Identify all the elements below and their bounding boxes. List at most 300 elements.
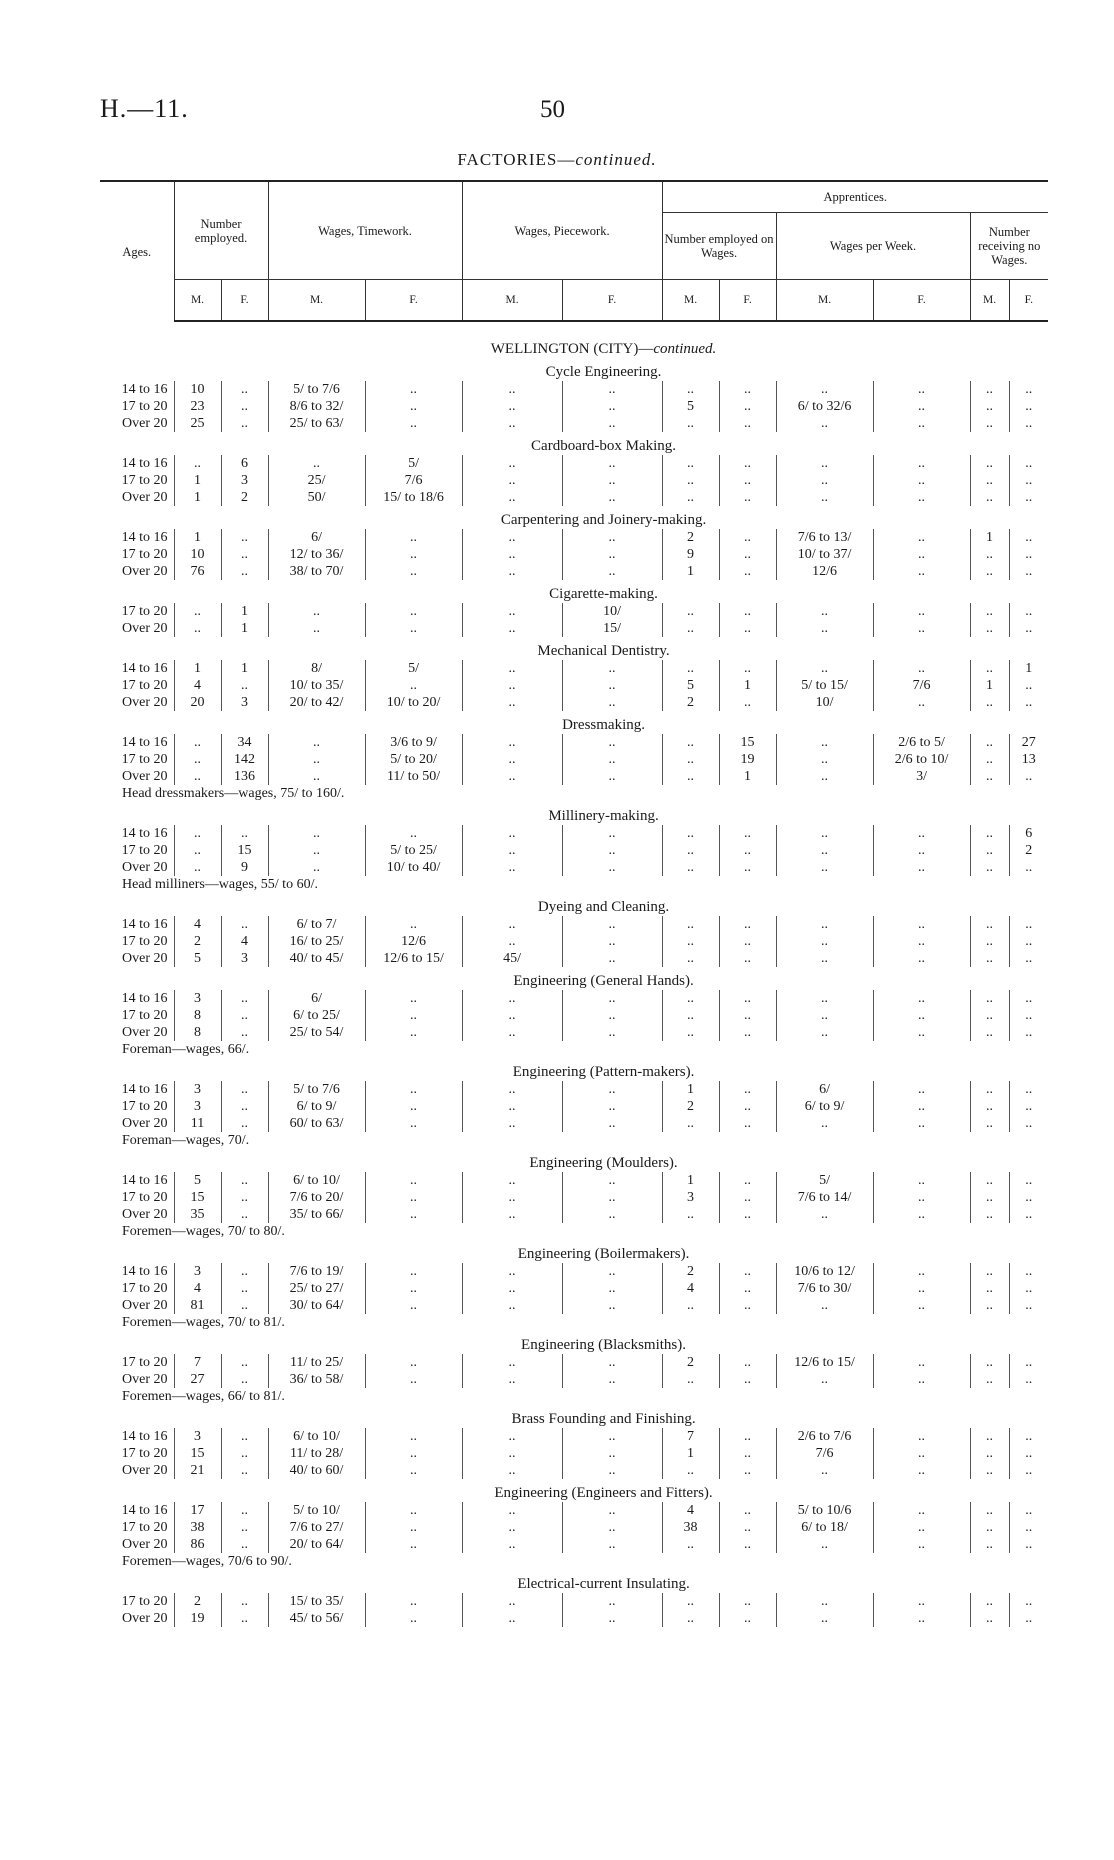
- cell-piecework-m: ..: [462, 1519, 562, 1536]
- cell-timework-f: ..: [365, 990, 462, 1007]
- cell-apprentice-number-m: 7: [662, 1428, 719, 1445]
- cell-apprentice-wages-f: ..: [873, 1519, 970, 1536]
- cell-timework-m: ..: [268, 842, 365, 859]
- cell-apprentice-number-m: ..: [662, 455, 719, 472]
- cell-employed-m: 17: [174, 1502, 221, 1519]
- cell-employed-m: 15: [174, 1445, 221, 1462]
- cell-apprentice-number-f: ..: [719, 1115, 776, 1132]
- cell-timework-m: 8/6 to 32/: [268, 398, 365, 415]
- cell-apprentice-number-f: ..: [719, 694, 776, 711]
- cell-apprentice-number-m: ..: [662, 1115, 719, 1132]
- cell-timework-m: 38/ to 70/: [268, 563, 365, 580]
- cell-apprentice-number-f: ..: [719, 415, 776, 432]
- cell-timework-f: ..: [365, 1536, 462, 1553]
- section-heading-row: [100, 1405, 1048, 1428]
- cell-piecework-m: ..: [462, 734, 562, 751]
- cell-employed-f: ..: [221, 1428, 268, 1445]
- cell-employed-m: 7: [174, 1354, 221, 1371]
- cell-no-wages-f: ..: [1009, 1371, 1048, 1388]
- cell-apprentice-wages-f: ..: [873, 1280, 970, 1297]
- cell-apprentice-wages-f: ..: [873, 1024, 970, 1041]
- cell-no-wages-m: ..: [970, 398, 1009, 415]
- cell-timework-f: ..: [365, 1610, 462, 1627]
- cell-no-wages-m: ..: [970, 1081, 1009, 1098]
- cell-age: 14 to 16: [121, 530, 168, 545]
- cell-apprentice-wages-f: 3/: [873, 768, 970, 785]
- cell-apprentice-number-m: ..: [662, 842, 719, 859]
- section-note-row: [100, 1553, 1048, 1570]
- cell-apprentice-wages-m: ..: [776, 1206, 873, 1223]
- cell-apprentice-wages-f: ..: [873, 455, 970, 472]
- cell-apprentice-number-m: ..: [662, 489, 719, 506]
- cell-timework-m: 40/ to 60/: [268, 1462, 365, 1479]
- cell-apprentice-number-f: 1: [719, 677, 776, 694]
- cell-apprentice-number-m: ..: [662, 1007, 719, 1024]
- cell-timework-m: 11/ to 25/: [268, 1354, 365, 1371]
- cell-apprentice-wages-f: ..: [873, 1206, 970, 1223]
- cell-apprentice-wages-m: 6/ to 9/: [776, 1098, 873, 1115]
- cell-piecework-m: ..: [462, 660, 562, 677]
- cell-apprentice-number-f: ..: [719, 620, 776, 637]
- cell-no-wages-m: ..: [970, 1024, 1009, 1041]
- cell-piecework-f: ..: [562, 529, 662, 546]
- cell-employed-f: ..: [221, 1115, 268, 1132]
- cell-apprentice-wages-f: 7/6: [873, 677, 970, 694]
- cell-no-wages-f: ..: [1009, 472, 1048, 489]
- cell-piecework-m: ..: [462, 990, 562, 1007]
- cell-age: Over 20: [122, 860, 168, 875]
- cell-no-wages-m: ..: [970, 990, 1009, 1007]
- cell-piecework-f: 10/: [562, 603, 662, 620]
- cell-no-wages-m: ..: [970, 825, 1009, 842]
- cell-apprentice-wages-f: ..: [873, 489, 970, 506]
- cell-timework-m: 5/ to 10/: [268, 1502, 365, 1519]
- cell-piecework-f: ..: [562, 1024, 662, 1041]
- header-female-2: F.: [365, 280, 462, 322]
- cell-piecework-f: ..: [562, 472, 662, 489]
- cell-no-wages-f: ..: [1009, 1024, 1048, 1041]
- cell-apprentice-number-m: ..: [662, 1024, 719, 1041]
- cell-employed-m: 76: [174, 563, 221, 580]
- cell-apprentice-number-f: ..: [719, 1428, 776, 1445]
- cell-employed-f: ..: [221, 1502, 268, 1519]
- cell-piecework-f: ..: [562, 1098, 662, 1115]
- cell-apprentice-wages-f: ..: [873, 620, 970, 637]
- cell-apprentice-wages-m: ..: [776, 1297, 873, 1314]
- cell-timework-m: 25/: [268, 472, 365, 489]
- section-note: Foreman—wages, 66/.: [122, 1042, 250, 1057]
- cell-apprentice-wages-m: 12/6 to 15/: [776, 1354, 873, 1371]
- cell-no-wages-m: 1: [970, 677, 1009, 694]
- table-row: [100, 563, 1048, 580]
- cell-piecework-f: ..: [562, 768, 662, 785]
- table-row: [100, 1206, 1048, 1223]
- running-title-continued: continued.: [575, 150, 657, 169]
- cell-apprentice-number-f: ..: [719, 859, 776, 876]
- cell-apprentice-wages-m: 7/6 to 13/: [776, 529, 873, 546]
- cell-timework-f: ..: [365, 1462, 462, 1479]
- header-male-5: M.: [776, 280, 873, 322]
- cell-employed-f: ..: [221, 529, 268, 546]
- cell-timework-f: ..: [365, 381, 462, 398]
- cell-timework-m: 7/6 to 19/: [268, 1263, 365, 1280]
- section-title: Cigarette-making.: [549, 586, 658, 602]
- cell-timework-f: 12/6: [365, 933, 462, 950]
- cell-timework-f: 5/: [365, 660, 462, 677]
- cell-apprentice-wages-m: 6/: [776, 1081, 873, 1098]
- cell-employed-f: ..: [221, 1354, 268, 1371]
- cell-piecework-m: ..: [462, 546, 562, 563]
- cell-employed-m: ..: [174, 603, 221, 620]
- cell-timework-f: ..: [365, 1081, 462, 1098]
- city-heading-row: [100, 321, 1048, 358]
- cell-employed-m: 2: [174, 1593, 221, 1610]
- cell-employed-f: ..: [221, 1519, 268, 1536]
- cell-timework-m: 20/ to 42/: [268, 694, 365, 711]
- cell-apprentice-wages-f: ..: [873, 1593, 970, 1610]
- cell-timework-f: ..: [365, 1007, 462, 1024]
- cell-apprentice-number-m: 2: [662, 529, 719, 546]
- cell-timework-m: 35/ to 66/: [268, 1206, 365, 1223]
- cell-no-wages-f: 13: [1009, 751, 1048, 768]
- cell-apprentice-number-m: 2: [662, 1354, 719, 1371]
- table-row: [100, 1536, 1048, 1553]
- cell-piecework-f: ..: [562, 950, 662, 967]
- city-heading-main: WELLINGTON (CITY)—: [490, 341, 654, 357]
- cell-age: 14 to 16: [121, 735, 168, 750]
- cell-apprentice-wages-f: ..: [873, 916, 970, 933]
- cell-no-wages-f: ..: [1009, 398, 1048, 415]
- cell-employed-m: 8: [174, 1024, 221, 1041]
- cell-piecework-f: ..: [562, 660, 662, 677]
- cell-apprentice-wages-f: ..: [873, 1354, 970, 1371]
- header-male-3: M.: [462, 280, 562, 322]
- cell-no-wages-f: ..: [1009, 1428, 1048, 1445]
- cell-no-wages-m: ..: [970, 1189, 1009, 1206]
- cell-employed-m: 5: [174, 950, 221, 967]
- cell-piecework-f: ..: [562, 1280, 662, 1297]
- cell-apprentice-number-m: ..: [662, 1297, 719, 1314]
- cell-apprentice-number-m: ..: [662, 1610, 719, 1627]
- cell-age: Over 20: [122, 416, 168, 431]
- cell-employed-m: 86: [174, 1536, 221, 1553]
- cell-timework-f: ..: [365, 1519, 462, 1536]
- cell-piecework-m: ..: [462, 1172, 562, 1189]
- cell-employed-f: ..: [221, 563, 268, 580]
- cell-age: Over 20: [122, 951, 168, 966]
- cell-no-wages-m: ..: [970, 950, 1009, 967]
- cell-apprentice-number-m: ..: [662, 472, 719, 489]
- table-header: [100, 181, 1048, 321]
- cell-employed-f: ..: [221, 677, 268, 694]
- cell-timework-m: 50/: [268, 489, 365, 506]
- table-row: [100, 455, 1048, 472]
- cell-piecework-m: ..: [462, 751, 562, 768]
- cell-timework-f: ..: [365, 1280, 462, 1297]
- cell-no-wages-m: ..: [970, 489, 1009, 506]
- cell-no-wages-m: ..: [970, 660, 1009, 677]
- section-note-row: [100, 876, 1048, 893]
- cell-employed-m: 1: [174, 489, 221, 506]
- cell-no-wages-m: ..: [970, 694, 1009, 711]
- cell-no-wages-f: 27: [1009, 734, 1048, 751]
- cell-timework-f: ..: [365, 1428, 462, 1445]
- cell-age: 17 to 20: [121, 399, 168, 414]
- cell-employed-m: 2: [174, 933, 221, 950]
- cell-timework-f: 12/6 to 15/: [365, 950, 462, 967]
- cell-piecework-f: ..: [562, 1206, 662, 1223]
- cell-apprentice-wages-f: ..: [873, 415, 970, 432]
- cell-no-wages-f: ..: [1009, 1206, 1048, 1223]
- cell-employed-f: ..: [221, 546, 268, 563]
- cell-apprentice-number-f: ..: [719, 472, 776, 489]
- cell-apprentice-number-f: ..: [719, 1297, 776, 1314]
- running-title-main: FACTORIES—: [457, 150, 576, 169]
- cell-piecework-m: ..: [462, 1206, 562, 1223]
- cell-timework-m: 7/6 to 20/: [268, 1189, 365, 1206]
- cell-timework-f: ..: [365, 1354, 462, 1371]
- cell-no-wages-m: ..: [970, 1610, 1009, 1627]
- table-row: [100, 546, 1048, 563]
- cell-timework-m: 8/: [268, 660, 365, 677]
- table-row: [100, 472, 1048, 489]
- cell-apprentice-number-m: ..: [662, 603, 719, 620]
- cell-apprentice-number-m: ..: [662, 950, 719, 967]
- cell-apprentice-wages-m: ..: [776, 381, 873, 398]
- cell-employed-f: ..: [221, 1371, 268, 1388]
- table-row: [100, 825, 1048, 842]
- cell-no-wages-f: ..: [1009, 933, 1048, 950]
- cell-apprentice-number-m: ..: [662, 751, 719, 768]
- cell-no-wages-f: ..: [1009, 620, 1048, 637]
- cell-employed-m: ..: [174, 768, 221, 785]
- cell-employed-m: 3: [174, 1428, 221, 1445]
- cell-no-wages-f: ..: [1009, 694, 1048, 711]
- cell-piecework-m: ..: [462, 825, 562, 842]
- cell-employed-f: 6: [221, 455, 268, 472]
- cell-timework-m: 60/ to 63/: [268, 1115, 365, 1132]
- cell-piecework-m: ..: [462, 398, 562, 415]
- cell-apprentice-wages-f: ..: [873, 859, 970, 876]
- cell-timework-m: 10/ to 35/: [268, 677, 365, 694]
- cell-piecework-f: ..: [562, 751, 662, 768]
- section-title: Engineering (Moulders).: [529, 1155, 678, 1171]
- table-row: [100, 859, 1048, 876]
- cell-no-wages-f: ..: [1009, 546, 1048, 563]
- header-ages: Ages.: [100, 181, 174, 321]
- cell-age: Over 20: [122, 1116, 168, 1131]
- cell-age: Over 20: [122, 564, 168, 579]
- cell-employed-f: 3: [221, 950, 268, 967]
- section-heading-row: [100, 967, 1048, 990]
- cell-piecework-m: ..: [462, 620, 562, 637]
- cell-age: Over 20: [122, 1611, 168, 1626]
- factories-wages-table: [100, 180, 1048, 1627]
- cell-no-wages-f: ..: [1009, 381, 1048, 398]
- section-heading-row: [100, 1479, 1048, 1502]
- cell-timework-m: ..: [268, 859, 365, 876]
- cell-timework-f: 5/: [365, 455, 462, 472]
- cell-piecework-f: ..: [562, 1502, 662, 1519]
- cell-employed-m: 35: [174, 1206, 221, 1223]
- cell-apprentice-wages-m: 5/ to 10/6: [776, 1502, 873, 1519]
- cell-no-wages-f: ..: [1009, 1519, 1048, 1536]
- cell-no-wages-f: ..: [1009, 768, 1048, 785]
- header-female-5: F.: [873, 280, 970, 322]
- header-female-1: F.: [221, 280, 268, 322]
- header-male-4: M.: [662, 280, 719, 322]
- section-heading-row: [100, 711, 1048, 734]
- cell-apprentice-wages-m: 7/6 to 14/: [776, 1189, 873, 1206]
- section-heading-row: [100, 506, 1048, 529]
- section-title: Brass Founding and Finishing.: [511, 1411, 696, 1427]
- cell-apprentice-number-f: ..: [719, 1189, 776, 1206]
- cell-apprentice-wages-m: 7/6: [776, 1445, 873, 1462]
- cell-no-wages-m: ..: [970, 1428, 1009, 1445]
- cell-employed-f: ..: [221, 381, 268, 398]
- cell-employed-m: 10: [174, 381, 221, 398]
- cell-employed-m: 1: [174, 472, 221, 489]
- section-note-row: [100, 1132, 1048, 1149]
- cell-apprentice-number-m: ..: [662, 660, 719, 677]
- cell-apprentice-number-m: 1: [662, 1445, 719, 1462]
- header-female-4: F.: [719, 280, 776, 322]
- cell-apprentice-wages-f: ..: [873, 1462, 970, 1479]
- section-heading-row: [100, 1570, 1048, 1593]
- section-heading-row: [100, 893, 1048, 916]
- section-heading-row: [100, 1149, 1048, 1172]
- cell-timework-m: ..: [268, 751, 365, 768]
- table-row: [100, 1502, 1048, 1519]
- cell-apprentice-wages-m: 10/: [776, 694, 873, 711]
- cell-piecework-f: ..: [562, 546, 662, 563]
- table-row: [100, 990, 1048, 1007]
- cell-no-wages-m: ..: [970, 1172, 1009, 1189]
- cell-employed-m: ..: [174, 842, 221, 859]
- cell-no-wages-m: ..: [970, 1354, 1009, 1371]
- cell-employed-m: ..: [174, 825, 221, 842]
- table-row: [100, 751, 1048, 768]
- cell-no-wages-f: ..: [1009, 455, 1048, 472]
- cell-timework-f: 7/6: [365, 472, 462, 489]
- cell-piecework-m: ..: [462, 489, 562, 506]
- cell-timework-m: 30/ to 64/: [268, 1297, 365, 1314]
- cell-timework-m: 25/ to 54/: [268, 1024, 365, 1041]
- header-apprentices-wages-per-week: Wages per Week.: [776, 213, 970, 280]
- cell-apprentice-number-f: ..: [719, 1445, 776, 1462]
- cell-apprentice-wages-m: ..: [776, 603, 873, 620]
- table-row: [100, 1371, 1048, 1388]
- cell-apprentice-wages-m: 6/ to 18/: [776, 1519, 873, 1536]
- cell-piecework-f: ..: [562, 415, 662, 432]
- cell-timework-f: ..: [365, 563, 462, 580]
- cell-apprentice-number-f: ..: [719, 1593, 776, 1610]
- cell-apprentice-wages-m: ..: [776, 859, 873, 876]
- cell-no-wages-f: ..: [1009, 916, 1048, 933]
- cell-timework-f: ..: [365, 546, 462, 563]
- cell-timework-f: ..: [365, 1263, 462, 1280]
- table-row: [100, 1098, 1048, 1115]
- cell-apprentice-number-f: ..: [719, 916, 776, 933]
- cell-apprentice-wages-f: ..: [873, 1007, 970, 1024]
- table-row: [100, 768, 1048, 785]
- cell-apprentice-wages-m: ..: [776, 660, 873, 677]
- section-heading-row: [100, 1240, 1048, 1263]
- cell-age: 17 to 20: [121, 604, 168, 619]
- cell-apprentice-number-m: 2: [662, 694, 719, 711]
- cell-apprentice-number-f: ..: [719, 1172, 776, 1189]
- cell-piecework-f: ..: [562, 455, 662, 472]
- cell-apprentice-number-f: ..: [719, 398, 776, 415]
- cell-apprentice-wages-f: ..: [873, 1428, 970, 1445]
- cell-timework-f: 10/ to 40/: [365, 859, 462, 876]
- cell-piecework-m: ..: [462, 933, 562, 950]
- cell-employed-f: 1: [221, 620, 268, 637]
- cell-employed-f: ..: [221, 1280, 268, 1297]
- table-row: [100, 950, 1048, 967]
- cell-employed-f: 15: [221, 842, 268, 859]
- cell-apprentice-wages-m: ..: [776, 1371, 873, 1388]
- cell-no-wages-f: ..: [1009, 1445, 1048, 1462]
- cell-no-wages-f: ..: [1009, 990, 1048, 1007]
- cell-employed-f: ..: [221, 1610, 268, 1627]
- section-note-row: [100, 785, 1048, 802]
- cell-timework-m: 5/ to 7/6: [268, 381, 365, 398]
- cell-timework-f: 5/ to 20/: [365, 751, 462, 768]
- cell-employed-m: 20: [174, 694, 221, 711]
- cell-apprentice-number-m: ..: [662, 415, 719, 432]
- cell-apprentice-wages-f: ..: [873, 933, 970, 950]
- cell-apprentice-wages-f: ..: [873, 1081, 970, 1098]
- cell-apprentice-number-m: 1: [662, 1172, 719, 1189]
- cell-piecework-f: ..: [562, 1593, 662, 1610]
- cell-apprentice-number-m: ..: [662, 620, 719, 637]
- cell-no-wages-m: ..: [970, 751, 1009, 768]
- cell-employed-m: ..: [174, 455, 221, 472]
- cell-piecework-m: ..: [462, 1462, 562, 1479]
- cell-no-wages-m: ..: [970, 1502, 1009, 1519]
- cell-timework-f: ..: [365, 603, 462, 620]
- cell-piecework-m: ..: [462, 603, 562, 620]
- city-heading-continued: continued.: [653, 341, 717, 357]
- cell-timework-m: 11/ to 28/: [268, 1445, 365, 1462]
- section-title: Carpentering and Joinery-making.: [500, 512, 707, 528]
- cell-timework-m: 7/6 to 27/: [268, 1519, 365, 1536]
- table-row: [100, 1172, 1048, 1189]
- cell-apprentice-wages-f: ..: [873, 1371, 970, 1388]
- cell-no-wages-m: ..: [970, 1519, 1009, 1536]
- cell-piecework-f: ..: [562, 1428, 662, 1445]
- cell-piecework-f: ..: [562, 1354, 662, 1371]
- cell-employed-f: ..: [221, 990, 268, 1007]
- cell-apprentice-wages-m: ..: [776, 990, 873, 1007]
- cell-apprentice-wages-f: ..: [873, 1445, 970, 1462]
- section-title: Cycle Engineering.: [545, 364, 662, 380]
- running-title: [0, 150, 1114, 170]
- cell-no-wages-f: ..: [1009, 1354, 1048, 1371]
- cell-piecework-f: ..: [562, 398, 662, 415]
- cell-piecework-m: ..: [462, 1428, 562, 1445]
- header-apprentices: Apprentices.: [662, 181, 1048, 213]
- cell-apprentice-number-m: ..: [662, 1462, 719, 1479]
- header-sex-row: [100, 280, 1048, 322]
- cell-piecework-m: ..: [462, 1297, 562, 1314]
- section-heading-row: [100, 580, 1048, 603]
- table-row: [100, 842, 1048, 859]
- cell-no-wages-f: ..: [1009, 603, 1048, 620]
- cell-employed-f: 3: [221, 694, 268, 711]
- cell-piecework-f: ..: [562, 842, 662, 859]
